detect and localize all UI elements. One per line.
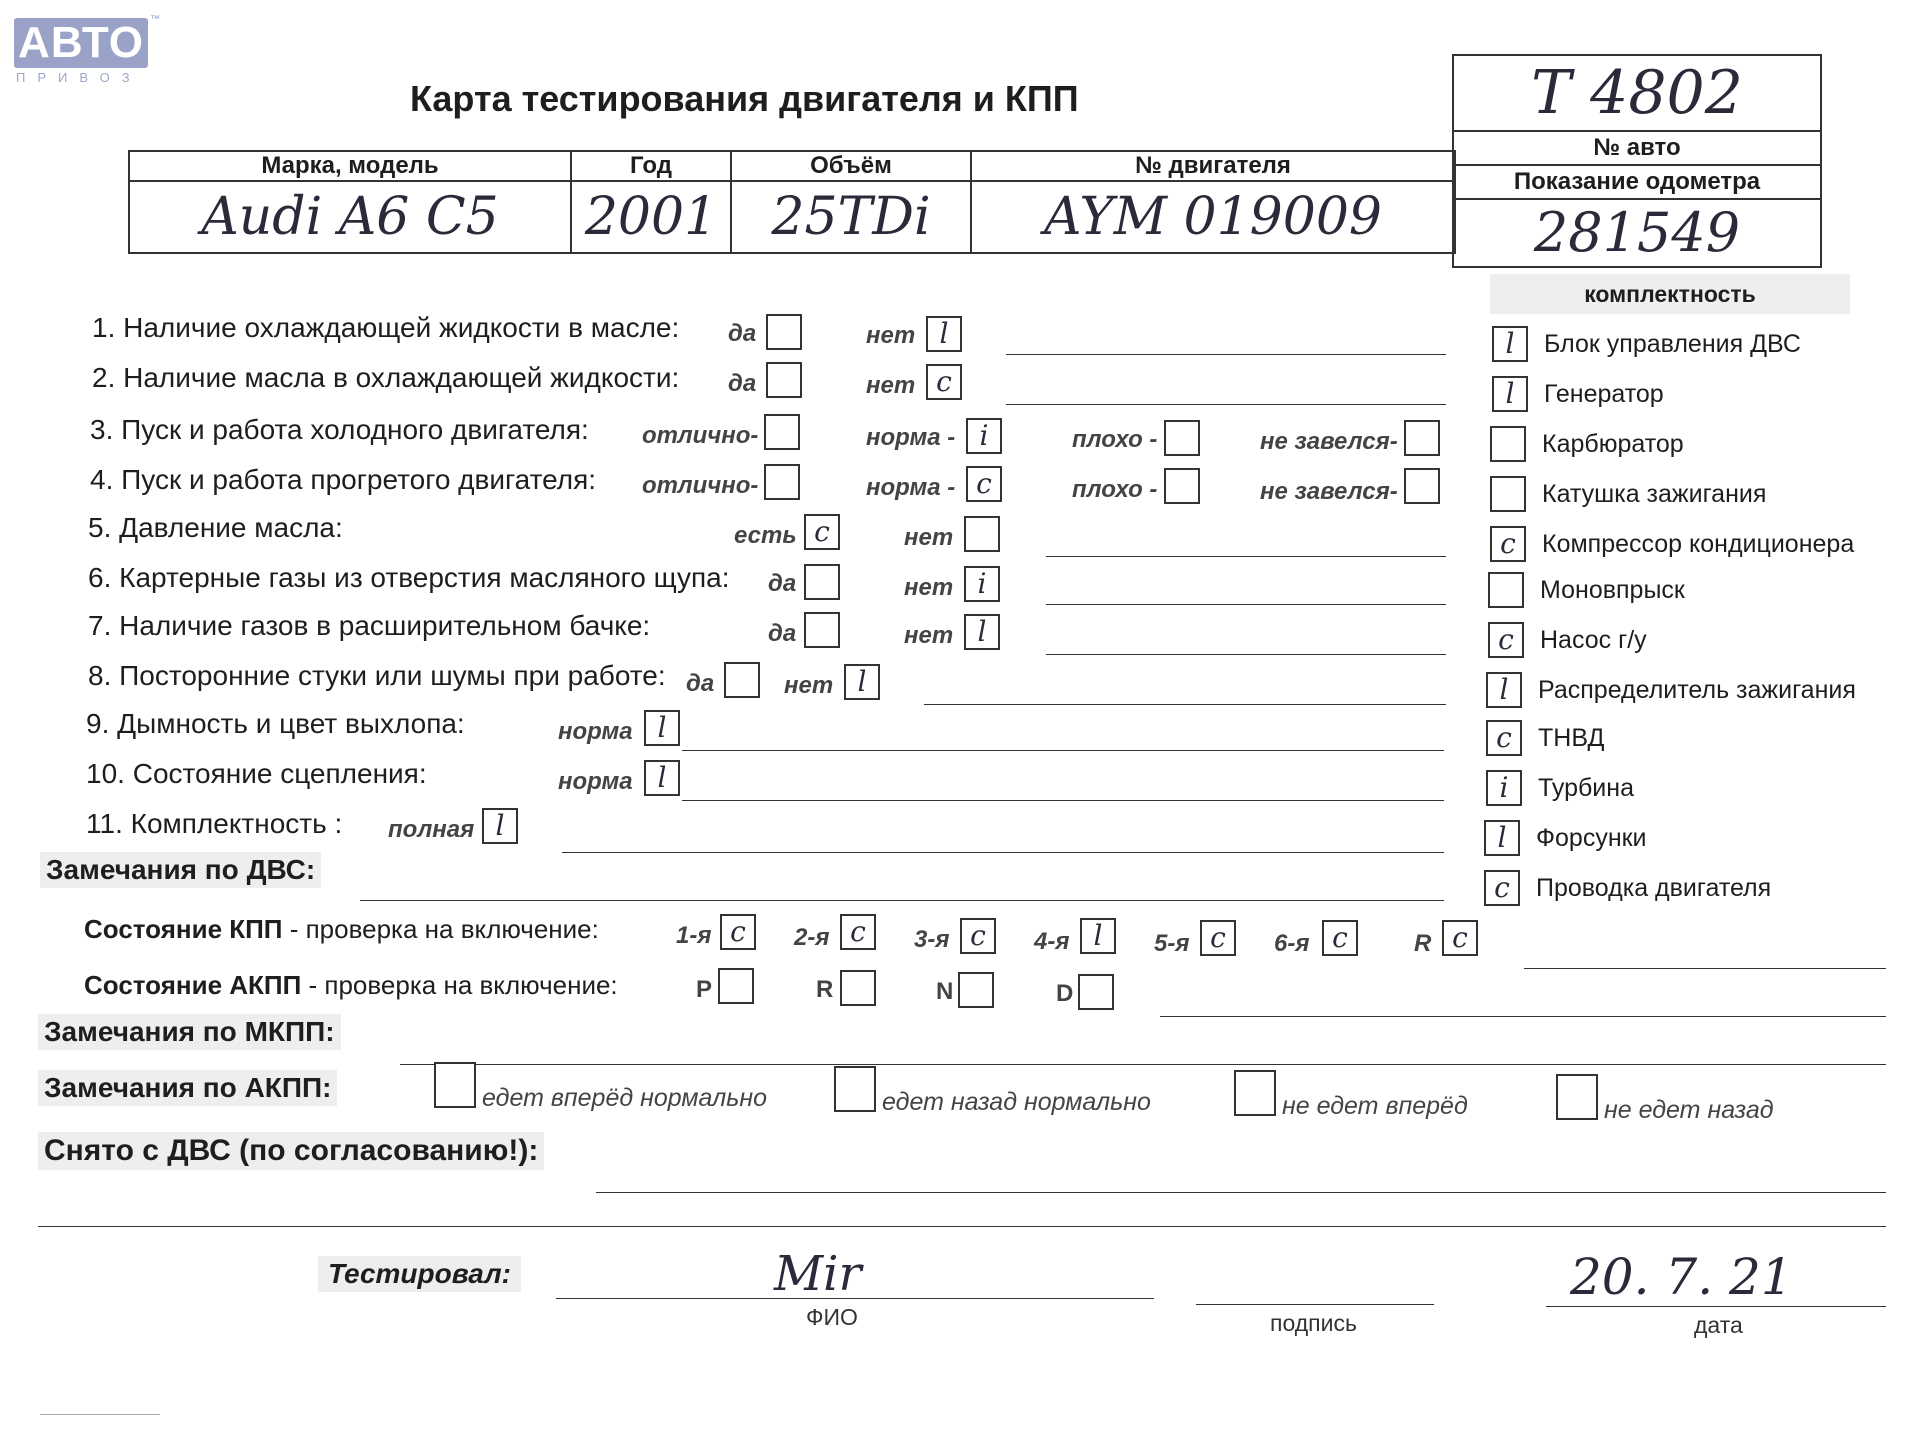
kit-label-engine-wiring: Проводка двигателя bbox=[1536, 874, 1772, 902]
logo-subtitle: ПРИВОЗ bbox=[16, 70, 142, 85]
header-label-year: Год bbox=[571, 151, 731, 181]
gear-5-checkbox[interactable]: c bbox=[1200, 920, 1236, 956]
footer-rule bbox=[40, 1414, 160, 1415]
kit-checkbox-power-steering-pump[interactable]: c bbox=[1488, 622, 1524, 658]
gear-3-label: 3-я bbox=[914, 926, 950, 953]
kit-checkbox-injectors[interactable]: l bbox=[1484, 820, 1520, 856]
kit-label-ac-compressor: Компрессор кондиционера bbox=[1542, 530, 1855, 558]
test-date-value[interactable]: 20. 7. 21 bbox=[1570, 1248, 1793, 1306]
q8-opt-no: нет bbox=[784, 672, 834, 699]
header-label-model: Марка, модель bbox=[129, 151, 571, 181]
kit-checkbox-turbine[interactable]: i bbox=[1486, 770, 1522, 806]
gear-6-checkbox[interactable]: c bbox=[1322, 920, 1358, 956]
q7-checkbox-yes[interactable] bbox=[804, 612, 840, 648]
kit-label-power-steering-pump: Насос г/у bbox=[1540, 626, 1647, 654]
q7-checkbox-no[interactable]: l bbox=[964, 614, 1000, 650]
q4-opt-bad: плохо - bbox=[1072, 476, 1158, 503]
signature-caption: подпись bbox=[1270, 1310, 1357, 1336]
q6-note-line[interactable] bbox=[1046, 604, 1446, 605]
akpp-no-reverse-checkbox[interactable] bbox=[1556, 1074, 1598, 1120]
q2-note-line[interactable] bbox=[1006, 404, 1446, 405]
akpp-reverse-ok-checkbox[interactable] bbox=[834, 1066, 876, 1112]
q5-checkbox-yes[interactable]: c bbox=[804, 514, 840, 550]
volume-value[interactable]: 25TDi bbox=[731, 181, 971, 253]
q3-opt-normal: норма - bbox=[866, 424, 956, 451]
q4-checkbox-bad[interactable] bbox=[1164, 468, 1200, 504]
question-4: 4. Пуск и работа прогретого двигателя: bbox=[90, 464, 597, 495]
question-11: 11. Комплектность : bbox=[86, 808, 343, 839]
q8-note-line[interactable] bbox=[924, 704, 1446, 705]
removed-parts-line-2[interactable] bbox=[38, 1226, 1886, 1227]
mode-p-checkbox[interactable] bbox=[718, 968, 754, 1004]
removed-parts-line[interactable] bbox=[596, 1192, 1886, 1193]
kit-checkbox-ignition-coil[interactable] bbox=[1490, 476, 1526, 512]
remarks-auto-gearbox-label: Замечания по АКПП: bbox=[38, 1070, 337, 1106]
fio-caption: ФИО bbox=[806, 1304, 858, 1330]
akpp-reverse-ok-label: едет назад нормально bbox=[882, 1088, 1151, 1116]
q4-opt-not-started: не завелся- bbox=[1260, 478, 1398, 505]
akpp-no-forward-checkbox[interactable] bbox=[1234, 1070, 1276, 1116]
q2-checkbox-no[interactable]: c bbox=[926, 364, 962, 400]
question-10: 10. Состояние сцепления: bbox=[86, 758, 427, 789]
q4-checkbox-normal[interactable]: c bbox=[966, 466, 1002, 502]
q3-checkbox-excellent[interactable] bbox=[764, 414, 800, 450]
q3-opt-not-started: не завелся- bbox=[1260, 428, 1398, 455]
manual-gearbox-label: Состояние КПП - проверка на включение: bbox=[84, 914, 599, 944]
question-7: 7. Наличие газов в расширительном бачке: bbox=[88, 610, 651, 641]
gear-r-label: R bbox=[1414, 930, 1432, 957]
page-title: Карта тестирования двигателя и КПП bbox=[410, 78, 1079, 119]
kit-checkbox-distributor[interactable]: l bbox=[1486, 672, 1522, 708]
kit-checkbox-mono-injection[interactable] bbox=[1488, 572, 1524, 608]
q8-checkbox-no[interactable]: l bbox=[844, 664, 880, 700]
mode-r-label: R bbox=[816, 976, 834, 1003]
gear-r-checkbox[interactable]: c bbox=[1442, 920, 1478, 956]
akpp-forward-ok-checkbox[interactable] bbox=[434, 1062, 476, 1108]
model-value[interactable]: Audi A6 C5 bbox=[129, 181, 571, 253]
gear-4-label: 4-я bbox=[1034, 928, 1070, 955]
q6-checkbox-yes[interactable] bbox=[804, 564, 840, 600]
mode-p-label: P bbox=[696, 976, 713, 1003]
q1-note-line[interactable] bbox=[1006, 354, 1446, 355]
year-value[interactable]: 2001 bbox=[571, 181, 731, 253]
question-6: 6. Картерные газы из отверстия масляного щупа: bbox=[88, 562, 730, 593]
q5-checkbox-no[interactable] bbox=[964, 516, 1000, 552]
auto-gearbox-note-line[interactable] bbox=[1160, 1016, 1886, 1017]
question-3: 3. Пуск и работа холодного двигателя: bbox=[90, 414, 589, 445]
q3-checkbox-normal[interactable]: i bbox=[966, 418, 1002, 454]
plate-odometer-box bbox=[1452, 54, 1822, 268]
remarks-manual-gearbox-line[interactable] bbox=[400, 1064, 1886, 1065]
kit-label-ecu: Блок управления ДВС bbox=[1544, 330, 1801, 358]
q4-checkbox-not-started[interactable] bbox=[1404, 468, 1440, 504]
removed-parts-label: Снято с ДВС (по согласованию!): bbox=[38, 1132, 544, 1170]
akpp-no-reverse-label: не едет назад bbox=[1604, 1096, 1774, 1124]
q2-opt-no: нет bbox=[866, 372, 916, 399]
tested-by-label: Тестировал: bbox=[318, 1256, 521, 1292]
odometer-label: Показание одометра bbox=[1454, 166, 1820, 200]
question-1: 1. Наличие охлаждающей жидкости в масле: bbox=[92, 312, 680, 343]
plate-number-label: № авто bbox=[1454, 132, 1820, 166]
question-9: 9. Дымность и цвет выхлопа: bbox=[86, 708, 465, 739]
kit-checkbox-engine-wiring[interactable]: c bbox=[1484, 870, 1520, 906]
q4-opt-normal: норма - bbox=[866, 474, 956, 501]
q2-checkbox-yes[interactable] bbox=[766, 362, 802, 398]
signature-line[interactable] bbox=[1196, 1304, 1434, 1305]
gear-4-checkbox[interactable]: l bbox=[1080, 918, 1116, 954]
tester-name-value[interactable]: Mir bbox=[774, 1246, 862, 1302]
company-logo: АВТО bbox=[14, 18, 148, 68]
test-date-line[interactable] bbox=[1546, 1306, 1886, 1307]
q3-checkbox-bad[interactable] bbox=[1164, 420, 1200, 456]
header-label-engine-number: № двигателя bbox=[971, 151, 1455, 181]
q1-opt-no: нет bbox=[866, 322, 916, 349]
mode-d-label: D bbox=[1056, 980, 1074, 1007]
kit-label-carburetor: Карбюратор bbox=[1542, 430, 1684, 458]
gear-5-label: 5-я bbox=[1154, 930, 1190, 957]
q10-opt-normal: норма bbox=[558, 768, 633, 795]
q8-opt-yes: да bbox=[686, 670, 715, 697]
q11-opt-full: полная bbox=[388, 816, 475, 843]
mode-n-checkbox[interactable] bbox=[958, 972, 994, 1008]
remarks-manual-gearbox-label: Замечания по МКПП: bbox=[38, 1014, 341, 1050]
akpp-forward-ok-label: едет вперёд нормально bbox=[482, 1084, 768, 1112]
kit-label-ignition-coil: Катушка зажигания bbox=[1542, 480, 1767, 508]
kit-checkbox-carburetor[interactable] bbox=[1490, 426, 1526, 462]
q5-opt-yes: есть bbox=[734, 522, 797, 549]
q5-note-line[interactable] bbox=[1046, 556, 1446, 557]
q6-opt-no: нет bbox=[904, 574, 954, 601]
q9-checkbox-normal[interactable]: l bbox=[644, 710, 680, 746]
q7-note-line[interactable] bbox=[1046, 654, 1446, 655]
kit-label-injection-pump: ТНВД bbox=[1538, 724, 1605, 752]
q8-checkbox-yes[interactable] bbox=[724, 662, 760, 698]
gear-1-checkbox[interactable]: c bbox=[720, 914, 756, 950]
kit-title: комплектность bbox=[1490, 274, 1850, 314]
gear-6-label: 6-я bbox=[1274, 930, 1310, 957]
kit-label-turbine: Турбина bbox=[1538, 774, 1634, 802]
mode-n-label: N bbox=[936, 978, 954, 1005]
kit-label-distributor: Распределитель зажигания bbox=[1538, 676, 1856, 704]
q1-opt-yes: да bbox=[728, 320, 757, 347]
auto-gearbox-label: Состояние АКПП - проверка на включение: bbox=[84, 970, 618, 1000]
plate-number-value[interactable]: T 4802 bbox=[1454, 56, 1820, 132]
q1-checkbox-no[interactable]: l bbox=[926, 316, 962, 352]
kit-label-injectors: Форсунки bbox=[1536, 824, 1647, 852]
kit-label-generator: Генератор bbox=[1544, 380, 1664, 408]
date-caption: дата bbox=[1694, 1312, 1743, 1338]
header-label-volume: Объём bbox=[731, 151, 971, 181]
q7-opt-yes: да bbox=[768, 620, 797, 647]
q3-opt-excellent: отлично- bbox=[642, 422, 759, 449]
q5-opt-no: нет bbox=[904, 524, 954, 551]
q7-opt-no: нет bbox=[904, 622, 954, 649]
kit-checkbox-injection-pump[interactable]: c bbox=[1486, 720, 1522, 756]
q2-opt-yes: да bbox=[728, 370, 757, 397]
kit-checkbox-generator[interactable]: l bbox=[1492, 376, 1528, 412]
vehicle-header-table bbox=[128, 150, 1456, 254]
q3-opt-bad: плохо - bbox=[1072, 426, 1158, 453]
gear-2-checkbox[interactable]: c bbox=[840, 914, 876, 950]
q6-checkbox-no[interactable]: i bbox=[964, 566, 1000, 602]
q11-checkbox-full[interactable]: l bbox=[482, 808, 518, 844]
trademark-mark: ™ bbox=[150, 14, 160, 25]
mode-d-checkbox[interactable] bbox=[1078, 974, 1114, 1010]
q9-opt-normal: норма bbox=[558, 718, 633, 745]
q10-note-line[interactable] bbox=[682, 800, 1444, 801]
q11-note-line[interactable] bbox=[562, 852, 1444, 853]
gear-2-label: 2-я bbox=[794, 924, 830, 951]
question-2: 2. Наличие масла в охлаждающей жидкости: bbox=[92, 362, 680, 393]
gear-1-label: 1-я bbox=[676, 922, 712, 949]
gear-3-checkbox[interactable]: c bbox=[960, 918, 996, 954]
kit-checkbox-ecu[interactable]: l bbox=[1492, 326, 1528, 362]
tester-name-line[interactable] bbox=[556, 1298, 1154, 1299]
akpp-no-forward-label: не едет вперёд bbox=[1282, 1092, 1468, 1120]
q4-opt-excellent: отлично- bbox=[642, 472, 759, 499]
question-8: 8. Посторонние стуки или шумы при работе: bbox=[88, 660, 666, 691]
engine-number-value[interactable]: AYM 019009 bbox=[971, 181, 1455, 253]
q4-checkbox-excellent[interactable] bbox=[764, 464, 800, 500]
mode-r-checkbox[interactable] bbox=[840, 970, 876, 1006]
manual-gearbox-note-line[interactable] bbox=[1524, 968, 1886, 969]
q3-checkbox-not-started[interactable] bbox=[1404, 420, 1440, 456]
q1-checkbox-yes[interactable] bbox=[766, 314, 802, 350]
kit-checkbox-ac-compressor[interactable]: c bbox=[1490, 526, 1526, 562]
kit-label-mono-injection: Моновпрыск bbox=[1540, 576, 1685, 604]
q9-note-line[interactable] bbox=[682, 750, 1444, 751]
remarks-engine-label: Замечания по ДВС: bbox=[40, 852, 321, 888]
remarks-engine-line[interactable] bbox=[360, 900, 1444, 901]
q6-opt-yes: да bbox=[768, 570, 797, 597]
odometer-value[interactable]: 281549 bbox=[1533, 201, 1741, 264]
question-5: 5. Давление масла: bbox=[88, 512, 343, 543]
q10-checkbox-normal[interactable]: l bbox=[644, 760, 680, 796]
